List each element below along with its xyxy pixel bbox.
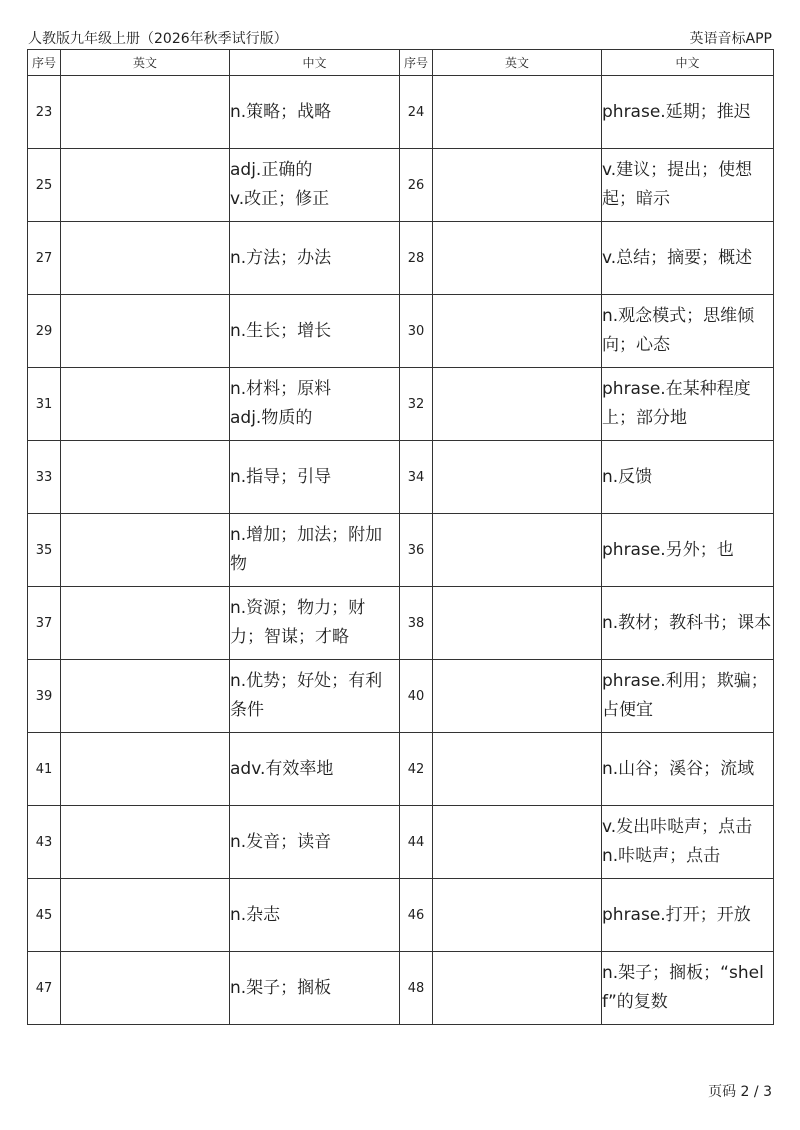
column-header-chinese: 中文	[602, 50, 774, 76]
word-number-cell: 41	[28, 733, 61, 806]
page-number: 页码 2 / 3	[708, 1084, 772, 1100]
english-word-cell	[433, 733, 602, 806]
table-body	[28, 76, 774, 1025]
english-word-cell	[433, 952, 602, 1025]
english-word-cell	[61, 806, 230, 879]
chinese-meaning-cell: phrase.在某种程度上；部分地	[602, 368, 774, 441]
table-row	[28, 514, 774, 587]
chinese-meaning-cell: n.指导；引导	[230, 441, 400, 514]
english-word-cell	[61, 952, 230, 1025]
table-row	[28, 952, 774, 1025]
word-number-cell: 24	[400, 76, 433, 149]
chinese-meaning-cell: n.优势；好处；有利条件	[230, 660, 400, 733]
chinese-meaning-cell: n.增加；加法；附加物	[230, 514, 400, 587]
english-word-cell	[433, 587, 602, 660]
column-header-number: 序号	[400, 50, 433, 76]
chinese-meaning-cell: n.策略；战略	[230, 76, 400, 149]
word-number-cell: 44	[400, 806, 433, 879]
word-number-cell: 23	[28, 76, 61, 149]
app-name: 英语音标APP	[689, 31, 772, 47]
word-number-cell: 46	[400, 879, 433, 952]
chinese-meaning-cell: n.方法；办法	[230, 222, 400, 295]
word-number-cell: 43	[28, 806, 61, 879]
column-header-english: 英文	[433, 50, 602, 76]
word-number-cell: 34	[400, 441, 433, 514]
english-word-cell	[61, 76, 230, 149]
english-word-cell	[61, 441, 230, 514]
chinese-meaning-cell: n.反馈	[602, 441, 774, 514]
english-word-cell	[61, 733, 230, 806]
word-number-cell: 31	[28, 368, 61, 441]
chinese-meaning-cell: v.建议；提出；使想起；暗示	[602, 149, 774, 222]
chinese-meaning-cell: n.生长；增长	[230, 295, 400, 368]
word-number-cell: 47	[28, 952, 61, 1025]
english-word-cell	[433, 222, 602, 295]
english-word-cell	[61, 660, 230, 733]
word-number-cell: 28	[400, 222, 433, 295]
english-word-cell	[433, 879, 602, 952]
chinese-meaning-cell: phrase.延期；推迟	[602, 76, 774, 149]
chinese-meaning-cell: v.发出咔哒声；点击 n.咔哒声；点击	[602, 806, 774, 879]
english-word-cell	[433, 441, 602, 514]
word-number-cell: 40	[400, 660, 433, 733]
table-row	[28, 587, 774, 660]
chinese-meaning-cell: adv.有效率地	[230, 733, 400, 806]
word-number-cell: 36	[400, 514, 433, 587]
table-header-row	[28, 50, 774, 76]
chinese-meaning-cell: v.总结；摘要；概述	[602, 222, 774, 295]
word-number-cell: 32	[400, 368, 433, 441]
english-word-cell	[433, 368, 602, 441]
english-word-cell	[433, 660, 602, 733]
word-number-cell: 30	[400, 295, 433, 368]
chinese-meaning-cell: n.杂志	[230, 879, 400, 952]
table-row	[28, 76, 774, 149]
column-header-english: 英文	[61, 50, 230, 76]
chinese-meaning-cell: n.材料；原料 adj.物质的	[230, 368, 400, 441]
column-header-number: 序号	[28, 50, 61, 76]
vocabulary-table	[27, 49, 774, 1025]
word-number-cell: 38	[400, 587, 433, 660]
chinese-meaning-cell: n.架子；搁板	[230, 952, 400, 1025]
english-word-cell	[61, 368, 230, 441]
english-word-cell	[61, 295, 230, 368]
english-word-cell	[61, 514, 230, 587]
chinese-meaning-cell: n.架子；搁板；“shelf”的复数	[602, 952, 774, 1025]
english-word-cell	[433, 76, 602, 149]
english-word-cell	[433, 806, 602, 879]
word-number-cell: 48	[400, 952, 433, 1025]
chinese-meaning-cell: phrase.利用；欺骗；占便宜	[602, 660, 774, 733]
chinese-meaning-cell: n.山谷；溪谷；流域	[602, 733, 774, 806]
chinese-meaning-cell: n.观念模式；思维倾向；心态	[602, 295, 774, 368]
word-number-cell: 39	[28, 660, 61, 733]
table-row	[28, 295, 774, 368]
english-word-cell	[433, 149, 602, 222]
english-word-cell	[433, 514, 602, 587]
document-title: 人教版九年级上册（2026年秋季试行版）	[28, 31, 288, 47]
word-number-cell: 25	[28, 149, 61, 222]
table-row	[28, 733, 774, 806]
table-row	[28, 660, 774, 733]
word-number-cell: 37	[28, 587, 61, 660]
word-number-cell: 42	[400, 733, 433, 806]
english-word-cell	[61, 879, 230, 952]
chinese-meaning-cell: phrase.打开；开放	[602, 879, 774, 952]
table-row	[28, 222, 774, 295]
word-number-cell: 45	[28, 879, 61, 952]
table-row	[28, 149, 774, 222]
table-row	[28, 368, 774, 441]
word-number-cell: 35	[28, 514, 61, 587]
table-row	[28, 441, 774, 514]
english-word-cell	[61, 222, 230, 295]
english-word-cell	[61, 587, 230, 660]
english-word-cell	[433, 295, 602, 368]
chinese-meaning-cell: n.资源；物力；财力；智谋；才略	[230, 587, 400, 660]
word-number-cell: 26	[400, 149, 433, 222]
word-number-cell: 27	[28, 222, 61, 295]
word-number-cell: 33	[28, 441, 61, 514]
chinese-meaning-cell: n.发音；读音	[230, 806, 400, 879]
chinese-meaning-cell: phrase.另外；也	[602, 514, 774, 587]
chinese-meaning-cell: adj.正确的 v.改正；修正	[230, 149, 400, 222]
english-word-cell	[61, 149, 230, 222]
table-row	[28, 806, 774, 879]
word-number-cell: 29	[28, 295, 61, 368]
chinese-meaning-cell: n.教材；教科书；课本	[602, 587, 774, 660]
table-row	[28, 879, 774, 952]
column-header-chinese: 中文	[230, 50, 400, 76]
